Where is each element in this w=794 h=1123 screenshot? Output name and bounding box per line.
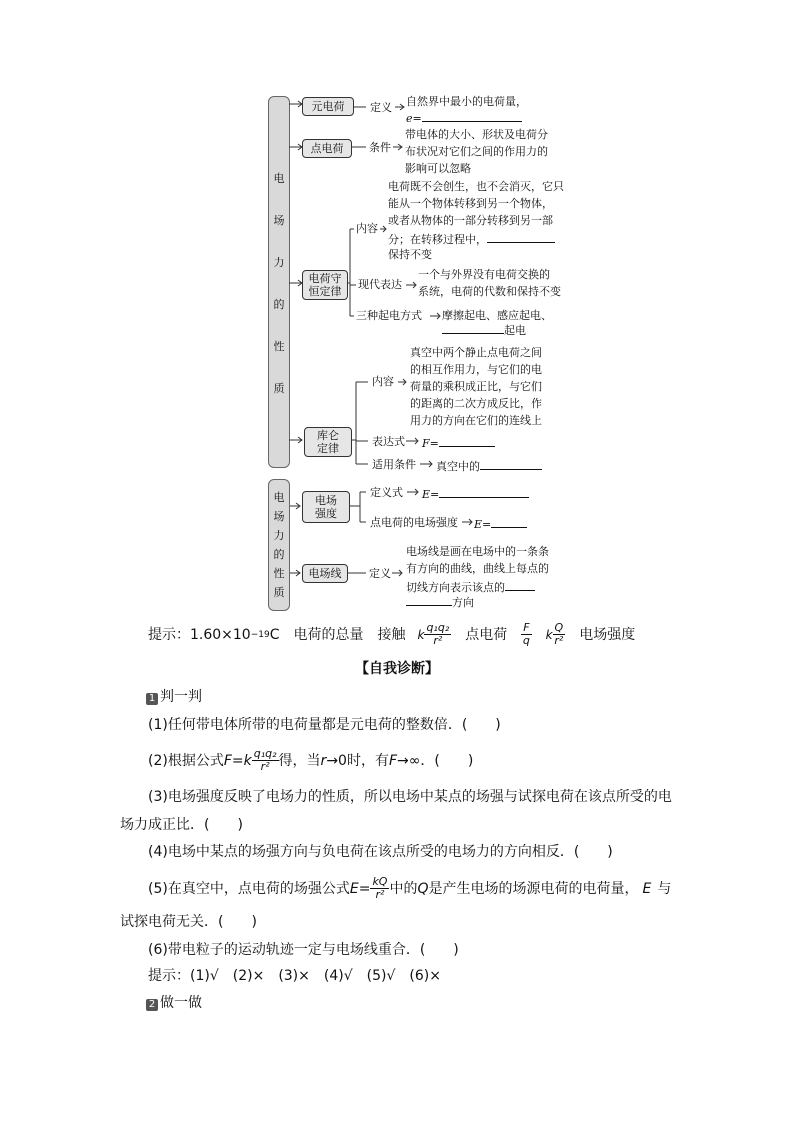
field-line-def-1: 电场线是画在电场中的一条条 <box>406 545 549 558</box>
conservation-content-1: 电荷既不会创生，也不会消灭，它只 <box>388 180 564 193</box>
map2-side-char: 电 <box>273 491 285 504</box>
point-charge-cond-3: 影响可以忽略 <box>405 162 471 175</box>
judge-q6: (6)带电粒子的运动轨迹一定与电场线重合．( ) <box>148 942 459 958</box>
judge-heading <box>146 688 202 706</box>
hint-Q: Q <box>554 621 564 634</box>
elem-charge-box <box>302 97 354 116</box>
judge-title: 判一判 <box>160 689 202 705</box>
coulomb-content-4: 的距离的二次方成反比，作 <box>410 397 542 410</box>
conservation-modern-1: 一个与外界没有电荷交换的 <box>418 268 550 281</box>
judge-q4: (4)电场中某点的场强方向与负电荷在该点所受的电场力的方向相反．( ) <box>148 844 613 860</box>
hint-q: q <box>522 634 530 647</box>
judge-q2-post: 得，当 <box>278 752 321 769</box>
hint-num: q₁q₂ <box>426 621 450 634</box>
hint-b: 接触 <box>377 626 406 643</box>
blank <box>505 579 535 591</box>
coulomb-cond-label: 适用条件 <box>372 458 416 471</box>
coulomb-content-2: 的相互作用力，与它们的电 <box>410 363 542 376</box>
field-line-def-3-text: 切线方向表示该点的 <box>406 581 505 594</box>
conservation-modern-2: 系统，电荷的代数和保持不变 <box>418 285 561 298</box>
map2-side-char: 的 <box>273 548 285 561</box>
conservation-content-5: 保持不变 <box>388 248 432 261</box>
hint-k2: k <box>545 627 553 642</box>
judge-q5-den: r² <box>375 888 385 901</box>
field-line-def-2: 有方向的曲线，曲线上每点的 <box>406 562 549 575</box>
map1-side-char: 的 <box>273 298 285 311</box>
field-line-arrow-label: 定义 <box>369 567 391 580</box>
field-point <box>474 516 527 532</box>
judge-q2-F: F <box>223 752 232 769</box>
conservation-content-2: 能从一个物体转移到另一个物体， <box>388 197 553 210</box>
coulomb-box <box>304 427 352 457</box>
judge-q2-eq: = <box>231 752 244 769</box>
conservation-three-text: 摩擦起电、感应起电、 <box>442 309 552 322</box>
judge-q1: (1)任何带电体所带的电荷量都是元电荷的整数倍．( ) <box>148 717 501 733</box>
field-def <box>422 486 529 502</box>
field-point-label: 点电荷的电场强度 <box>370 516 458 529</box>
field-line-def-4 <box>406 594 474 610</box>
hint-den2: r² <box>554 634 564 647</box>
field-strength-box <box>302 491 350 523</box>
coulomb-cond <box>436 458 542 474</box>
conservation-label-1: 电荷守 <box>308 272 342 285</box>
coulomb-expr-text: F= <box>422 437 439 450</box>
coulomb-cond-text: 真空中的 <box>436 460 480 473</box>
hint-point-fraction <box>553 622 566 647</box>
judge-q2-pre: (2)根据公式 <box>148 752 224 769</box>
judge-badge: 1 <box>146 693 158 705</box>
conservation-modern-label: 现代表达 <box>358 278 402 291</box>
field-line-def-4-text: 方向 <box>452 596 474 609</box>
conservation-content-4-text: 分；在转移过程中， <box>388 233 487 246</box>
judge-q5-E2: E <box>642 880 652 897</box>
map1-side-char: 力 <box>273 256 285 269</box>
blank <box>439 486 529 498</box>
elem-charge-def: 自然界中最小的电荷量， <box>406 95 527 108</box>
conservation-box <box>302 270 348 300</box>
judge-q2-F2: F <box>388 752 398 769</box>
doit-title: 做一做 <box>160 995 202 1011</box>
judge-q5-fraction <box>370 876 389 901</box>
section-title: 【自我诊断】 <box>355 661 439 677</box>
elem-charge-e-text: e= <box>406 112 422 125</box>
blank <box>406 594 452 606</box>
judge-q5-Q: Q <box>417 880 429 897</box>
hint-k: k <box>417 627 425 642</box>
field-line-label: 电场线 <box>308 567 342 580</box>
hint-exp: −19 <box>250 629 270 640</box>
judge-q2-k: k <box>243 752 252 769</box>
point-charge-cond-2: 布状况对它们之间的作用力的 <box>405 145 548 158</box>
elem-charge-label: 元电荷 <box>311 100 345 113</box>
coulomb-expr-label: 表达式 <box>372 435 405 448</box>
map2-side-char: 力 <box>273 529 285 542</box>
point-charge-label: 点电荷 <box>310 142 344 155</box>
hint-c: 点电荷 <box>465 626 508 643</box>
blank <box>439 435 495 447</box>
point-charge-arrow-label: 条件 <box>369 141 391 154</box>
map1-side-char: 质 <box>273 382 285 395</box>
judge-q5 <box>148 876 671 901</box>
conservation-label-2: 恒定律 <box>308 285 342 298</box>
conservation-three-label: 三种起电方式 <box>356 309 422 322</box>
judge-q3-line2: 场力成正比．( ) <box>120 817 243 833</box>
map2-side-char: 性 <box>273 567 285 580</box>
elem-charge-e <box>406 110 522 126</box>
judge-q5-mid: 中的 <box>389 880 418 897</box>
hint-a: 电荷的总量 <box>293 626 364 643</box>
judge-q5-eq: = <box>358 880 371 897</box>
judge-q5-E: E <box>349 880 359 897</box>
field-strength-label-1: 电场 <box>315 494 337 507</box>
field-line-def-3 <box>406 579 535 595</box>
map2-side-char: 质 <box>273 586 285 599</box>
hint-den: r² <box>433 634 443 647</box>
judge-q5-num: kQ <box>372 875 388 888</box>
conservation-content-3: 或者从物体的一部分转移到另一部 <box>388 214 553 227</box>
judge-q2-post2: →0时，有 <box>326 752 389 769</box>
field-def-text: E= <box>422 488 440 501</box>
field-point-text: E= <box>474 518 492 531</box>
doit-badge: 2 <box>146 999 158 1011</box>
field-def-label: 定义式 <box>370 486 403 499</box>
judge-q2-den: r² <box>260 760 270 773</box>
elem-charge-arrow-label: 定义 <box>370 101 392 114</box>
conservation-three-tail <box>442 322 526 338</box>
coulomb-label-2: 定律 <box>317 442 339 455</box>
hint-field-fraction <box>521 622 531 647</box>
hint-F: F <box>523 621 530 634</box>
hint-d: 电场强度 <box>579 626 636 643</box>
hint-prefix: 提示：1.60×10 <box>148 626 251 643</box>
judge-q5-line2: 试探电荷无关．( ) <box>120 914 257 930</box>
field-strength-label-2: 强度 <box>315 507 337 520</box>
map1-side-char: 性 <box>273 340 285 353</box>
hint-coulomb-fraction <box>424 622 451 647</box>
doit-heading <box>146 994 202 1012</box>
blank <box>442 322 504 334</box>
coulomb-content-label: 内容 <box>372 375 394 388</box>
judge-q2-r: r <box>320 752 327 769</box>
coulomb-content-3: 荷量的乘积成正比，与它们 <box>410 380 542 393</box>
map2-side-char: 场 <box>273 510 285 523</box>
judge-q5-post: 是产生电场的场源电荷的电荷量， <box>428 880 639 897</box>
hint-answers <box>148 622 635 647</box>
coulomb-content-1: 真空中两个静止点电荷之间 <box>410 346 542 359</box>
blank <box>491 516 527 528</box>
field-line-box <box>302 564 348 583</box>
blank <box>480 458 542 470</box>
conservation-content-label: 内容 <box>356 222 378 235</box>
judge-q5-pre: (5)在真空中，点电荷的场强公式 <box>148 880 350 897</box>
coulomb-expr <box>422 435 495 451</box>
hint-unit: C <box>269 626 280 643</box>
judge-q2 <box>148 748 473 773</box>
map1-side-char: 电 <box>273 172 285 185</box>
judge-q2-fraction <box>252 748 279 773</box>
judge-q2-num: q₁q₂ <box>253 747 277 760</box>
judge-q3-line1: (3)电场强度反映了电场力的性质，所以电场中某点的场强与试探电荷在该点所受的电 <box>148 789 672 805</box>
point-charge-box <box>302 139 352 158</box>
conservation-content-4 <box>388 231 555 247</box>
judge-q2-post3: →∞．( ) <box>397 752 474 769</box>
blank <box>487 231 555 243</box>
conservation-three-tail-text: 起电 <box>504 324 526 337</box>
judge-hint: 提示：(1)√ (2)× (3)× (4)√ (5)√ (6)× <box>148 968 441 984</box>
coulomb-content-5: 用力的方向在它们的连线上 <box>410 414 542 427</box>
judge-q5-post2: 与 <box>657 880 672 897</box>
blank <box>422 110 522 122</box>
point-charge-cond-1: 带电体的大小、形状及电荷分 <box>405 128 548 141</box>
coulomb-label-1: 库仑 <box>317 429 339 442</box>
map1-side-char: 场 <box>273 214 285 227</box>
